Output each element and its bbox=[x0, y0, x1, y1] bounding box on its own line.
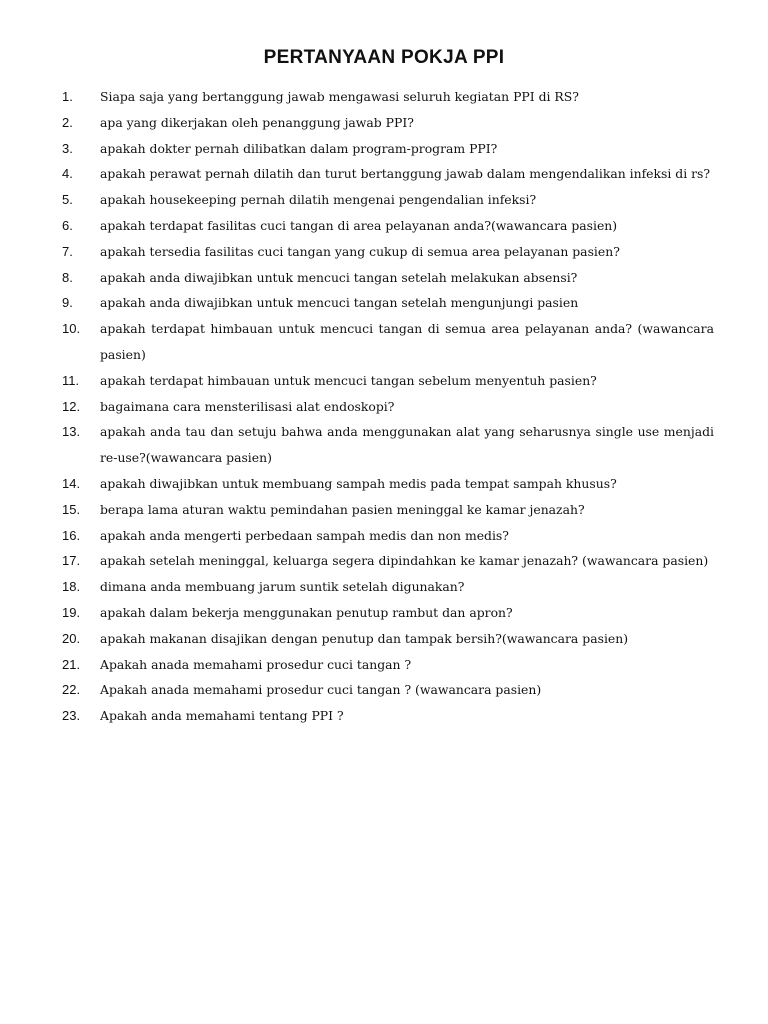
question-item bbox=[62, 574, 714, 600]
question-number: 4. bbox=[62, 166, 73, 182]
question-item bbox=[62, 703, 714, 729]
question-item bbox=[62, 471, 714, 497]
question-item bbox=[62, 316, 714, 368]
question-text: apakah anda diwajibkan untuk mencuci tangan setelah melakukan absensi? bbox=[100, 269, 578, 285]
question-list bbox=[62, 84, 714, 729]
question-item bbox=[62, 84, 714, 110]
question-text: bagaimana cara mensterilisasi alat endoskopi? bbox=[100, 398, 395, 414]
question-text: apakah anda tau dan setuju bahwa anda menggunakan alat yang seharusnya single use menjadi re-use?(wawancara pasien) bbox=[100, 424, 714, 466]
question-text: apakah anda mengerti perbedaan sampah medis dan non medis? bbox=[100, 527, 509, 543]
question-number: 13. bbox=[62, 424, 81, 440]
question-number: 6. bbox=[62, 217, 73, 233]
question-item bbox=[62, 419, 714, 471]
question-item bbox=[62, 677, 714, 703]
question-text: apa yang dikerjakan oleh penanggung jawab PPI? bbox=[100, 114, 414, 130]
question-item bbox=[62, 110, 714, 136]
page-title: PERTANYAAN POKJA PPI bbox=[263, 47, 505, 68]
question-text: Apakah anada memahami prosedur cuci tangan ? (wawancara pasien) bbox=[100, 682, 542, 698]
question-text: apakah makanan disajikan dengan penutup dan tampak bersih?(wawancara pasien) bbox=[100, 630, 629, 646]
question-text: apakah housekeeping pernah dilatih mengenai pengendalian infeksi? bbox=[100, 192, 537, 208]
question-item bbox=[62, 626, 714, 652]
question-number: 22. bbox=[62, 682, 81, 698]
question-number: 9. bbox=[62, 295, 73, 311]
question-number: 2. bbox=[62, 114, 73, 130]
question-text: apakah tersedia fasilitas cuci tangan yang cukup di semua area pelayanan pasien? bbox=[100, 243, 620, 259]
question-text: berapa lama aturan waktu pemindahan pasien meninggal ke kamar jenazah? bbox=[100, 501, 585, 517]
question-item bbox=[62, 600, 714, 626]
question-number: 19. bbox=[62, 604, 81, 620]
question-number: 7. bbox=[62, 243, 73, 259]
question-item bbox=[62, 290, 714, 316]
question-number: 8. bbox=[62, 269, 73, 285]
question-item bbox=[62, 136, 714, 162]
question-text: apakah terdapat fasilitas cuci tangan di area pelayanan anda?(wawancara pasien) bbox=[100, 217, 618, 233]
question-number: 16. bbox=[62, 527, 81, 543]
question-text: apakah diwajibkan untuk membuang sampah medis pada tempat sampah khusus? bbox=[100, 475, 617, 491]
question-text: apakah dokter pernah dilibatkan dalam program-program PPI? bbox=[100, 140, 498, 156]
question-item bbox=[62, 652, 714, 678]
question-number: 10. bbox=[62, 321, 81, 337]
question-text: Apakah anada memahami prosedur cuci tangan ? bbox=[100, 656, 412, 672]
question-text: Apakah anda memahami tentang PPI ? bbox=[100, 708, 344, 724]
question-text: apakah perawat pernah dilatih dan turut bertanggung jawab dalam mengendalikan infeksi di rs? bbox=[100, 166, 711, 182]
question-number: 17. bbox=[62, 553, 81, 569]
question-item bbox=[62, 187, 714, 213]
question-number: 14. bbox=[62, 475, 81, 491]
question-item bbox=[62, 394, 714, 420]
question-text: apakah anda diwajibkan untuk mencuci tangan setelah mengunjungi pasien bbox=[100, 295, 579, 311]
question-item bbox=[62, 497, 714, 523]
question-number: 15. bbox=[62, 501, 81, 517]
question-text: Siapa saja yang bertanggung jawab mengawasi seluruh kegiatan PPI di RS? bbox=[100, 89, 579, 104]
question-item bbox=[62, 239, 714, 265]
question-item bbox=[62, 213, 714, 239]
question-number: 18. bbox=[62, 579, 81, 595]
question-text: dimana anda membuang jarum suntik setelah digunakan? bbox=[100, 579, 465, 595]
question-item bbox=[62, 548, 714, 574]
question-text: apakah dalam bekerja menggunakan penutup rambut dan apron? bbox=[100, 604, 513, 620]
question-number: 5. bbox=[62, 192, 73, 208]
question-number: 3. bbox=[62, 140, 73, 156]
question-item bbox=[62, 265, 714, 291]
question-text: apakah terdapat himbauan untuk mencuci tangan sebelum menyentuh pasien? bbox=[100, 372, 597, 388]
question-number: 12. bbox=[62, 398, 81, 414]
question-item bbox=[62, 523, 714, 549]
question-item bbox=[62, 368, 714, 394]
question-number: 11. bbox=[62, 372, 80, 388]
question-text: apakah setelah meninggal, keluarga segera dipindahkan ke kamar jenazah? (wawancara pasien) bbox=[100, 553, 709, 569]
question-number: 23. bbox=[62, 708, 81, 724]
question-number: 21. bbox=[62, 656, 81, 672]
question-item bbox=[62, 161, 714, 187]
question-number: 1. bbox=[62, 89, 73, 104]
question-text: apakah terdapat himbauan untuk mencuci tangan di semua area pelayanan anda? (wawancara pasien) bbox=[100, 321, 714, 362]
question-number: 20. bbox=[62, 630, 81, 646]
